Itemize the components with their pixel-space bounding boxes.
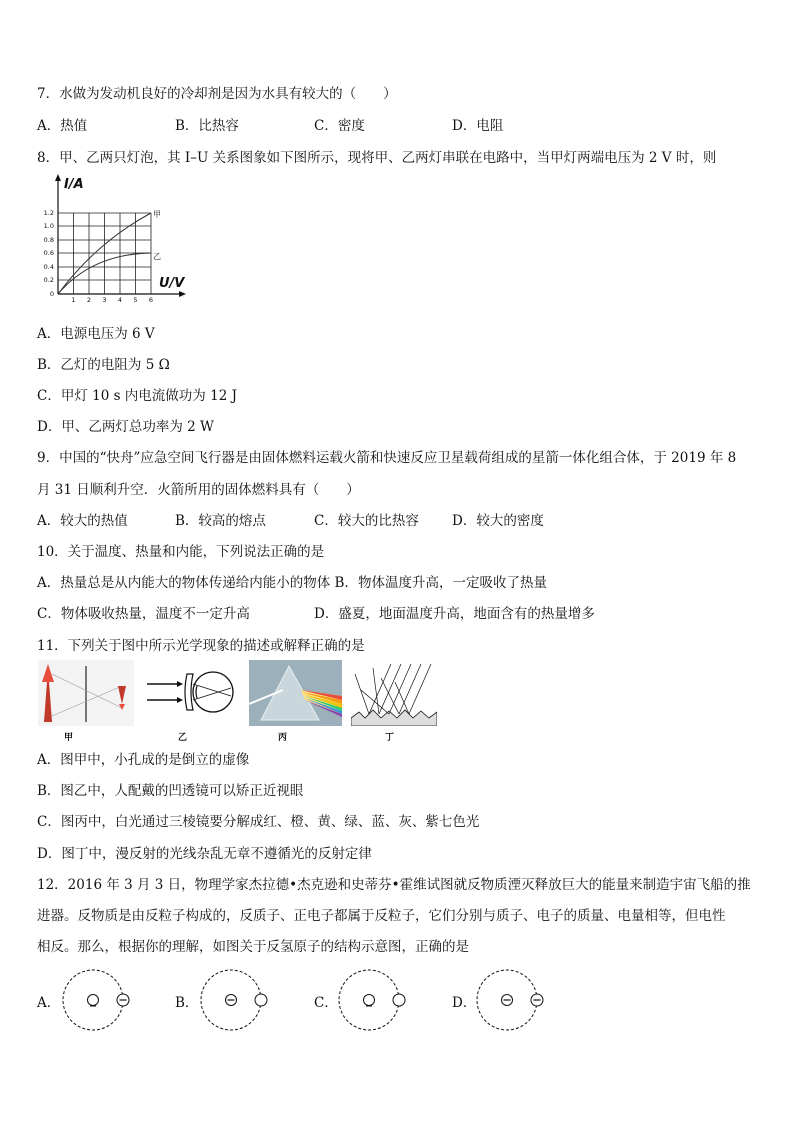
q11-figure-ding <box>351 660 437 726</box>
q11-label-jia: 甲 <box>64 733 74 743</box>
q12-atom-a <box>60 966 132 1034</box>
q7-option-c: C．密度 <box>314 118 365 134</box>
q12-option-b-letter: B． <box>175 995 199 1011</box>
q9-option-d: D．较大的密度 <box>452 513 544 529</box>
q8-iu-graph <box>37 172 187 304</box>
q7-options <box>0 114 794 134</box>
q11-figure-jia <box>38 660 134 726</box>
q7-stem: 7．水做为发动机良好的冷却剂是因为水具有较大的（ ） <box>37 86 397 102</box>
q9-stem-line1: 9．中国的“快舟”应急空间飞行器是由固体燃料运载火箭和快速反应卫星载荷组成的星箭一体化组合体，于 2019 年 8 <box>37 450 737 466</box>
q12-stem-line2: 进器。反物质是由反粒子构成的，反质子、正电子都属于反粒子，它们分别与质子、电子的质量、电量相等，但电性 <box>37 908 726 924</box>
q11-option-d: D．图丁中，漫反射的光线杂乱无章不遵循光的反射定律 <box>37 846 372 862</box>
q10-stem: 10．关于温度、热量和内能，下列说法正确的是 <box>37 544 325 560</box>
q11-figure-bing <box>249 660 342 726</box>
q10-options-cd <box>0 602 794 622</box>
q10-option-ab: A．热量总是从内能大的物体传递给内能小的物体 B．物体温度升高，一定吸收了热量 <box>37 575 547 591</box>
q11-stem: 11．下列关于图中所示光学现象的描述或解释正确的是 <box>37 638 365 654</box>
q12-atom-d <box>474 966 546 1034</box>
q10-option-d: D．盛夏，地面温度升高，地面含有的热量增多 <box>314 606 595 622</box>
q8-option-c: C．甲灯 10 s 内电流做功为 12 J <box>37 388 237 404</box>
y-tick: 0 <box>49 290 54 298</box>
y-tick: 0.4 <box>43 263 54 271</box>
q8-option-d: D．甲、乙两灯总功率为 2 W <box>37 419 214 435</box>
q9-stem-line2: 月 31 日顺利升空．火箭所用的固体燃料具有（ ） <box>37 482 360 498</box>
x-tick: 4 <box>117 296 123 304</box>
q11-figure-yi <box>143 660 238 726</box>
q12-option-d-letter: D． <box>452 995 477 1011</box>
x-tick: 1 <box>71 296 76 304</box>
x-tick: 2 <box>86 296 92 304</box>
x-tick: 6 <box>148 296 154 304</box>
q8-stem: 8．甲、乙两只灯泡，其 I–U 关系图象如下图所示，现将甲、乙两灯串联在电路中，当甲灯两端电压为 2 V 时，则 <box>37 150 717 166</box>
y-tick: 0.8 <box>43 236 54 244</box>
y-tick: 1.2 <box>43 209 54 217</box>
y-tick: 1.0 <box>43 222 54 230</box>
q9-option-b: B．较高的熔点 <box>175 513 266 529</box>
y-axis-label: I/A <box>64 177 84 192</box>
q12-option-a-letter: A． <box>37 995 61 1011</box>
q10-option-c: C．物体吸收热量，温度不一定升高 <box>37 606 250 622</box>
y-tick: 0.2 <box>43 276 54 284</box>
q11-option-a: A．图甲中，小孔成的是倒立的虚像 <box>37 752 250 768</box>
q7-option-a: A．热值 <box>37 118 88 134</box>
q11-label-bing: 丙 <box>278 733 288 743</box>
q12-option-c-letter: C． <box>314 995 338 1011</box>
q9-option-c: C．较大的比热容 <box>314 513 419 529</box>
q12-atom-c <box>336 966 408 1034</box>
q9-options <box>0 509 794 529</box>
curve-label-jia: 甲 <box>153 210 161 219</box>
x-axis-label: U/V <box>159 276 185 291</box>
q7-option-d: D．电阻 <box>452 118 504 134</box>
x-tick: 3 <box>102 296 107 304</box>
q8-option-b: B．乙灯的电阻为 5 Ω <box>37 357 170 373</box>
q11-option-c: C．图丙中，白光通过三棱镜要分解成红、橙、黄、绿、蓝、灰、紫七色光 <box>37 814 480 830</box>
q12-stem-line3: 相反。那么，根据你的理解，如图关于反氢原子的结构示意图，正确的是 <box>37 939 469 955</box>
q11-option-b: B．图乙中，人配戴的凹透镜可以矫正近视眼 <box>37 783 304 799</box>
q12-atom-b <box>198 966 270 1034</box>
q8-option-a: A．电源电压为 6 V <box>37 326 155 342</box>
q11-label-yi: 乙 <box>178 733 188 743</box>
q9-option-a: A．较大的热值 <box>37 513 128 529</box>
q7-option-b: B．比热容 <box>175 118 239 134</box>
q12-stem-line1: 12．2016 年 3 月 3 日，物理学家杰拉德•杰克逊和史蒂芬•霍维试图就反物质湮灭释放巨大的能量来制造宇宙飞船的推 <box>37 877 751 893</box>
y-tick: 0.6 <box>43 249 54 257</box>
x-tick: 5 <box>133 296 138 304</box>
q11-label-ding: 丁 <box>385 733 395 743</box>
curve-label-yi: 乙 <box>153 252 161 261</box>
